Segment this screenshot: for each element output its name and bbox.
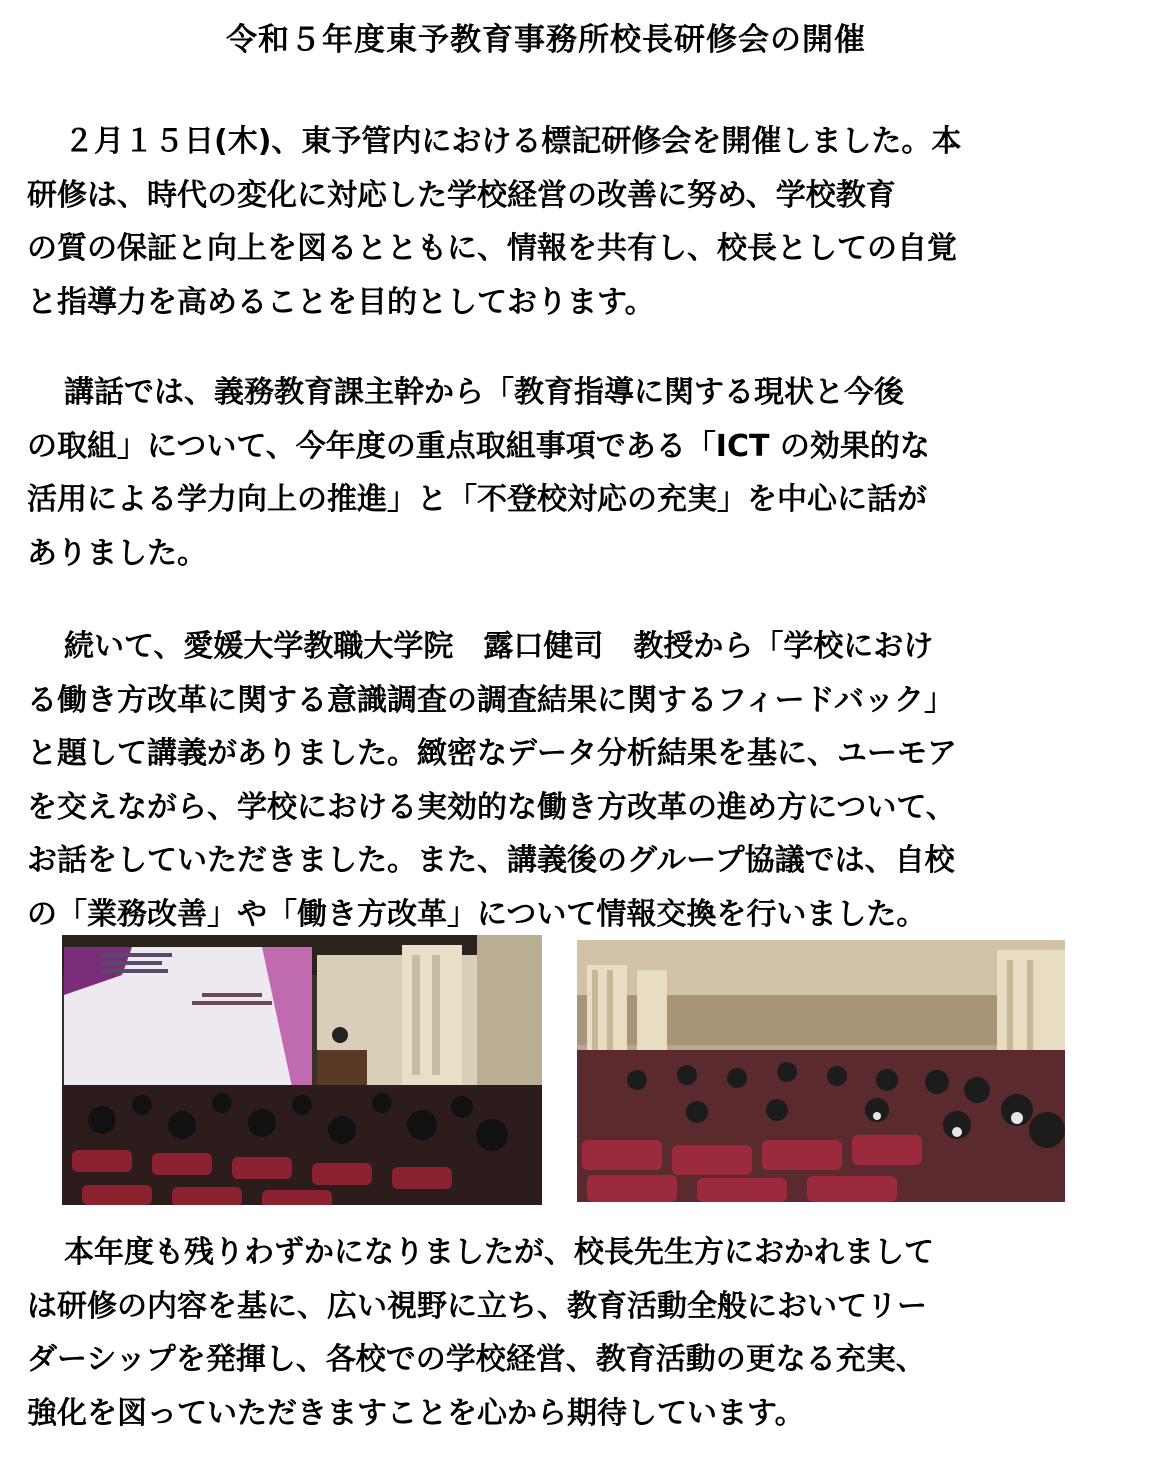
intro-paragraph: [27, 115, 1107, 329]
text-line: の「業務改善」や「働き方改革」について情報交換を行いました。: [27, 896, 927, 932]
page-title: 令和５年度東予教育事務所校長研修会の開催: [226, 22, 866, 58]
text-line: る働き方改革に関する意識調査の調査結果に関するフィードバック」: [27, 682, 954, 718]
text-line: と題して講義がありました。緻密なデータ分析結果を基に、ユーモア: [27, 736, 957, 771]
audience-illustration: [577, 940, 1065, 1202]
text-line: の取組」について、今年度の重点取組事項である「ICT の効果的な: [27, 428, 930, 464]
text-line: 強化を図っていただきますことを心から期待しています。: [27, 1395, 805, 1431]
text-line: と指導力を高めることを目的としております。: [27, 284, 655, 320]
text-line: 続いて、愛媛大学教職大学院 露口健司 教授から「学校におけ: [64, 629, 934, 664]
text-line: 活用による学力向上の推進」と「不登校対応の充実」を中心に話が: [27, 482, 927, 517]
text-line: ダーシップを発揮し、各校での学校経営、教育活動の更なる充実、: [27, 1342, 926, 1377]
audience-photo: [577, 940, 1065, 1202]
text-line: は研修の内容を基に、広い視野に立ち、教育活動全般においてリー: [27, 1288, 927, 1324]
text-line: ありました。: [27, 535, 207, 571]
text-line: 講話では、義務教育課主幹から「教育指導に関する現状と今後: [64, 375, 904, 410]
text-line: 本年度も残りわずかになりましたが、校長先生方におかれまして: [64, 1235, 934, 1270]
lecture-paragraph: [27, 366, 1107, 580]
text-line: の質の保証と向上を図るとともに、情報を共有し、校長としての自覚: [27, 231, 957, 266]
text-line: を交えながら、学校における実効的な働き方改革の進め方について、: [27, 789, 956, 825]
closing-paragraph: [27, 1226, 1107, 1440]
seminar-paragraph: [27, 620, 1107, 941]
text-line: 研修は、時代の変化に対応した学校経営の改善に努め、学校教育: [27, 177, 896, 213]
text-line: お話をしていただきました。また、講義後のグループ協議では、自校: [27, 843, 955, 878]
lecture-hall-photo: [62, 935, 542, 1205]
lecture-hall-illustration: [62, 935, 542, 1205]
text-line: ２月１５日(木)、東予管内における標記研修会を開催しました。本: [64, 124, 962, 159]
